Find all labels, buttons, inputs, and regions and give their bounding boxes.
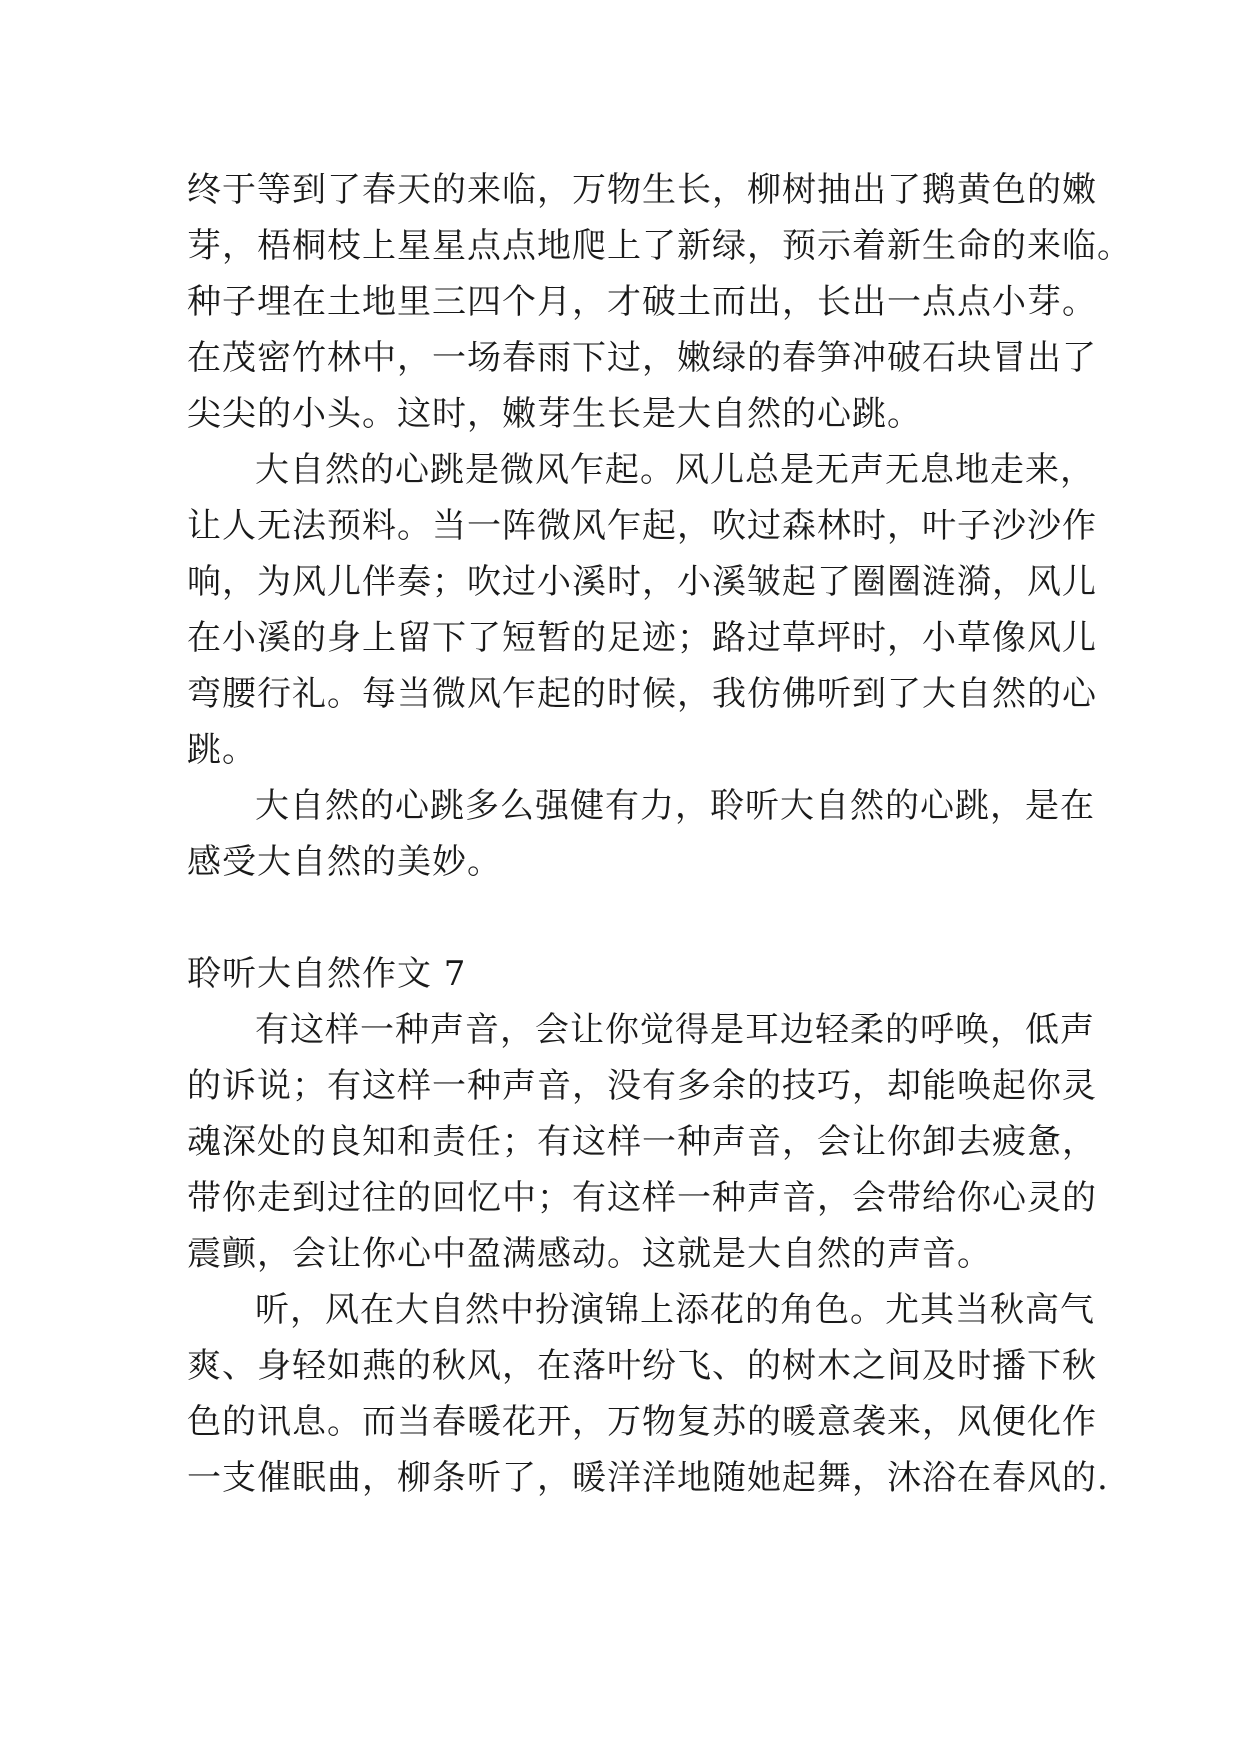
- text-line: 听，风在大自然中扮演锦上添花的角色。尤其当秋高气: [255, 1290, 1095, 1330]
- text-line: 有这样一种声音，会让你觉得是耳边轻柔的呼唤，低声: [255, 1010, 1095, 1050]
- text-line: 在茂密竹林中，一场春雨下过，嫩绿的春笋冲破石块冒出了: [187, 338, 1097, 378]
- paragraph: [187, 1282, 1109, 1506]
- paragraph-spacer: [187, 890, 1067, 946]
- text-line: 响，为风儿伴奏；吹过小溪时，小溪皱起了圈圈涟漪，风儿: [187, 562, 1097, 602]
- text-line: 震颤，会让你心中盈满感动。这就是大自然的声音。: [187, 1234, 992, 1274]
- text-line: 让人无法预料。当一阵微风乍起，吹过森林时，叶子沙沙作: [187, 506, 1097, 546]
- text-line: 色的讯息。而当春暖花开，万物复苏的暖意袭来，风便化作: [187, 1402, 1097, 1442]
- paragraph: [187, 162, 1132, 442]
- text-line: 在小溪的身上留下了短暂的足迹；路过草坪时，小草像风儿: [187, 618, 1097, 658]
- text-line: 大自然的心跳多么强健有力，聆听大自然的心跳，是在: [255, 786, 1095, 826]
- paragraph: [187, 778, 1095, 890]
- text-line: 种子埋在土地里三四个月，才破土而出，长出一点点小芽。: [187, 282, 1097, 322]
- text-line: 弯腰行礼。每当微风乍起的时候，我仿佛听到了大自然的心: [187, 674, 1097, 714]
- text-line: 魂深处的良知和责任；有这样一种声音，会让你卸去疲惫，: [187, 1122, 1097, 1162]
- text-line: 跳。: [187, 730, 257, 770]
- paragraph: [187, 1002, 1097, 1282]
- text-line: 带你走到过往的回忆中；有这样一种声音，会带给你心灵的: [187, 1178, 1097, 1218]
- text-line: 一支催眠曲，柳条听了，暖洋洋地随她起舞，沐浴在春风的.: [187, 1458, 1109, 1498]
- section-heading: 聆听大自然作文 7: [187, 954, 467, 994]
- text-line: 芽，梧桐枝上星星点点地爬上了新绿，预示着新生命的来临。: [187, 226, 1132, 266]
- text-line: 爽、身轻如燕的秋风，在落叶纷飞、的树木之间及时播下秋: [187, 1346, 1097, 1386]
- text-line: 感受大自然的美妙。: [187, 842, 502, 882]
- text-line: 尖尖的小头。这时，嫩芽生长是大自然的心跳。: [187, 394, 922, 434]
- text-line: 终于等到了春天的来临，万物生长，柳树抽出了鹅黄色的嫩: [187, 170, 1097, 210]
- text-line: 的诉说；有这样一种声音，没有多余的技巧，却能唤起你灵: [187, 1066, 1097, 1106]
- paragraph: [187, 442, 1097, 778]
- document-body: [187, 162, 1132, 1506]
- text-line: 大自然的心跳是微风乍起。风儿总是无声无息地走来，: [255, 450, 1095, 490]
